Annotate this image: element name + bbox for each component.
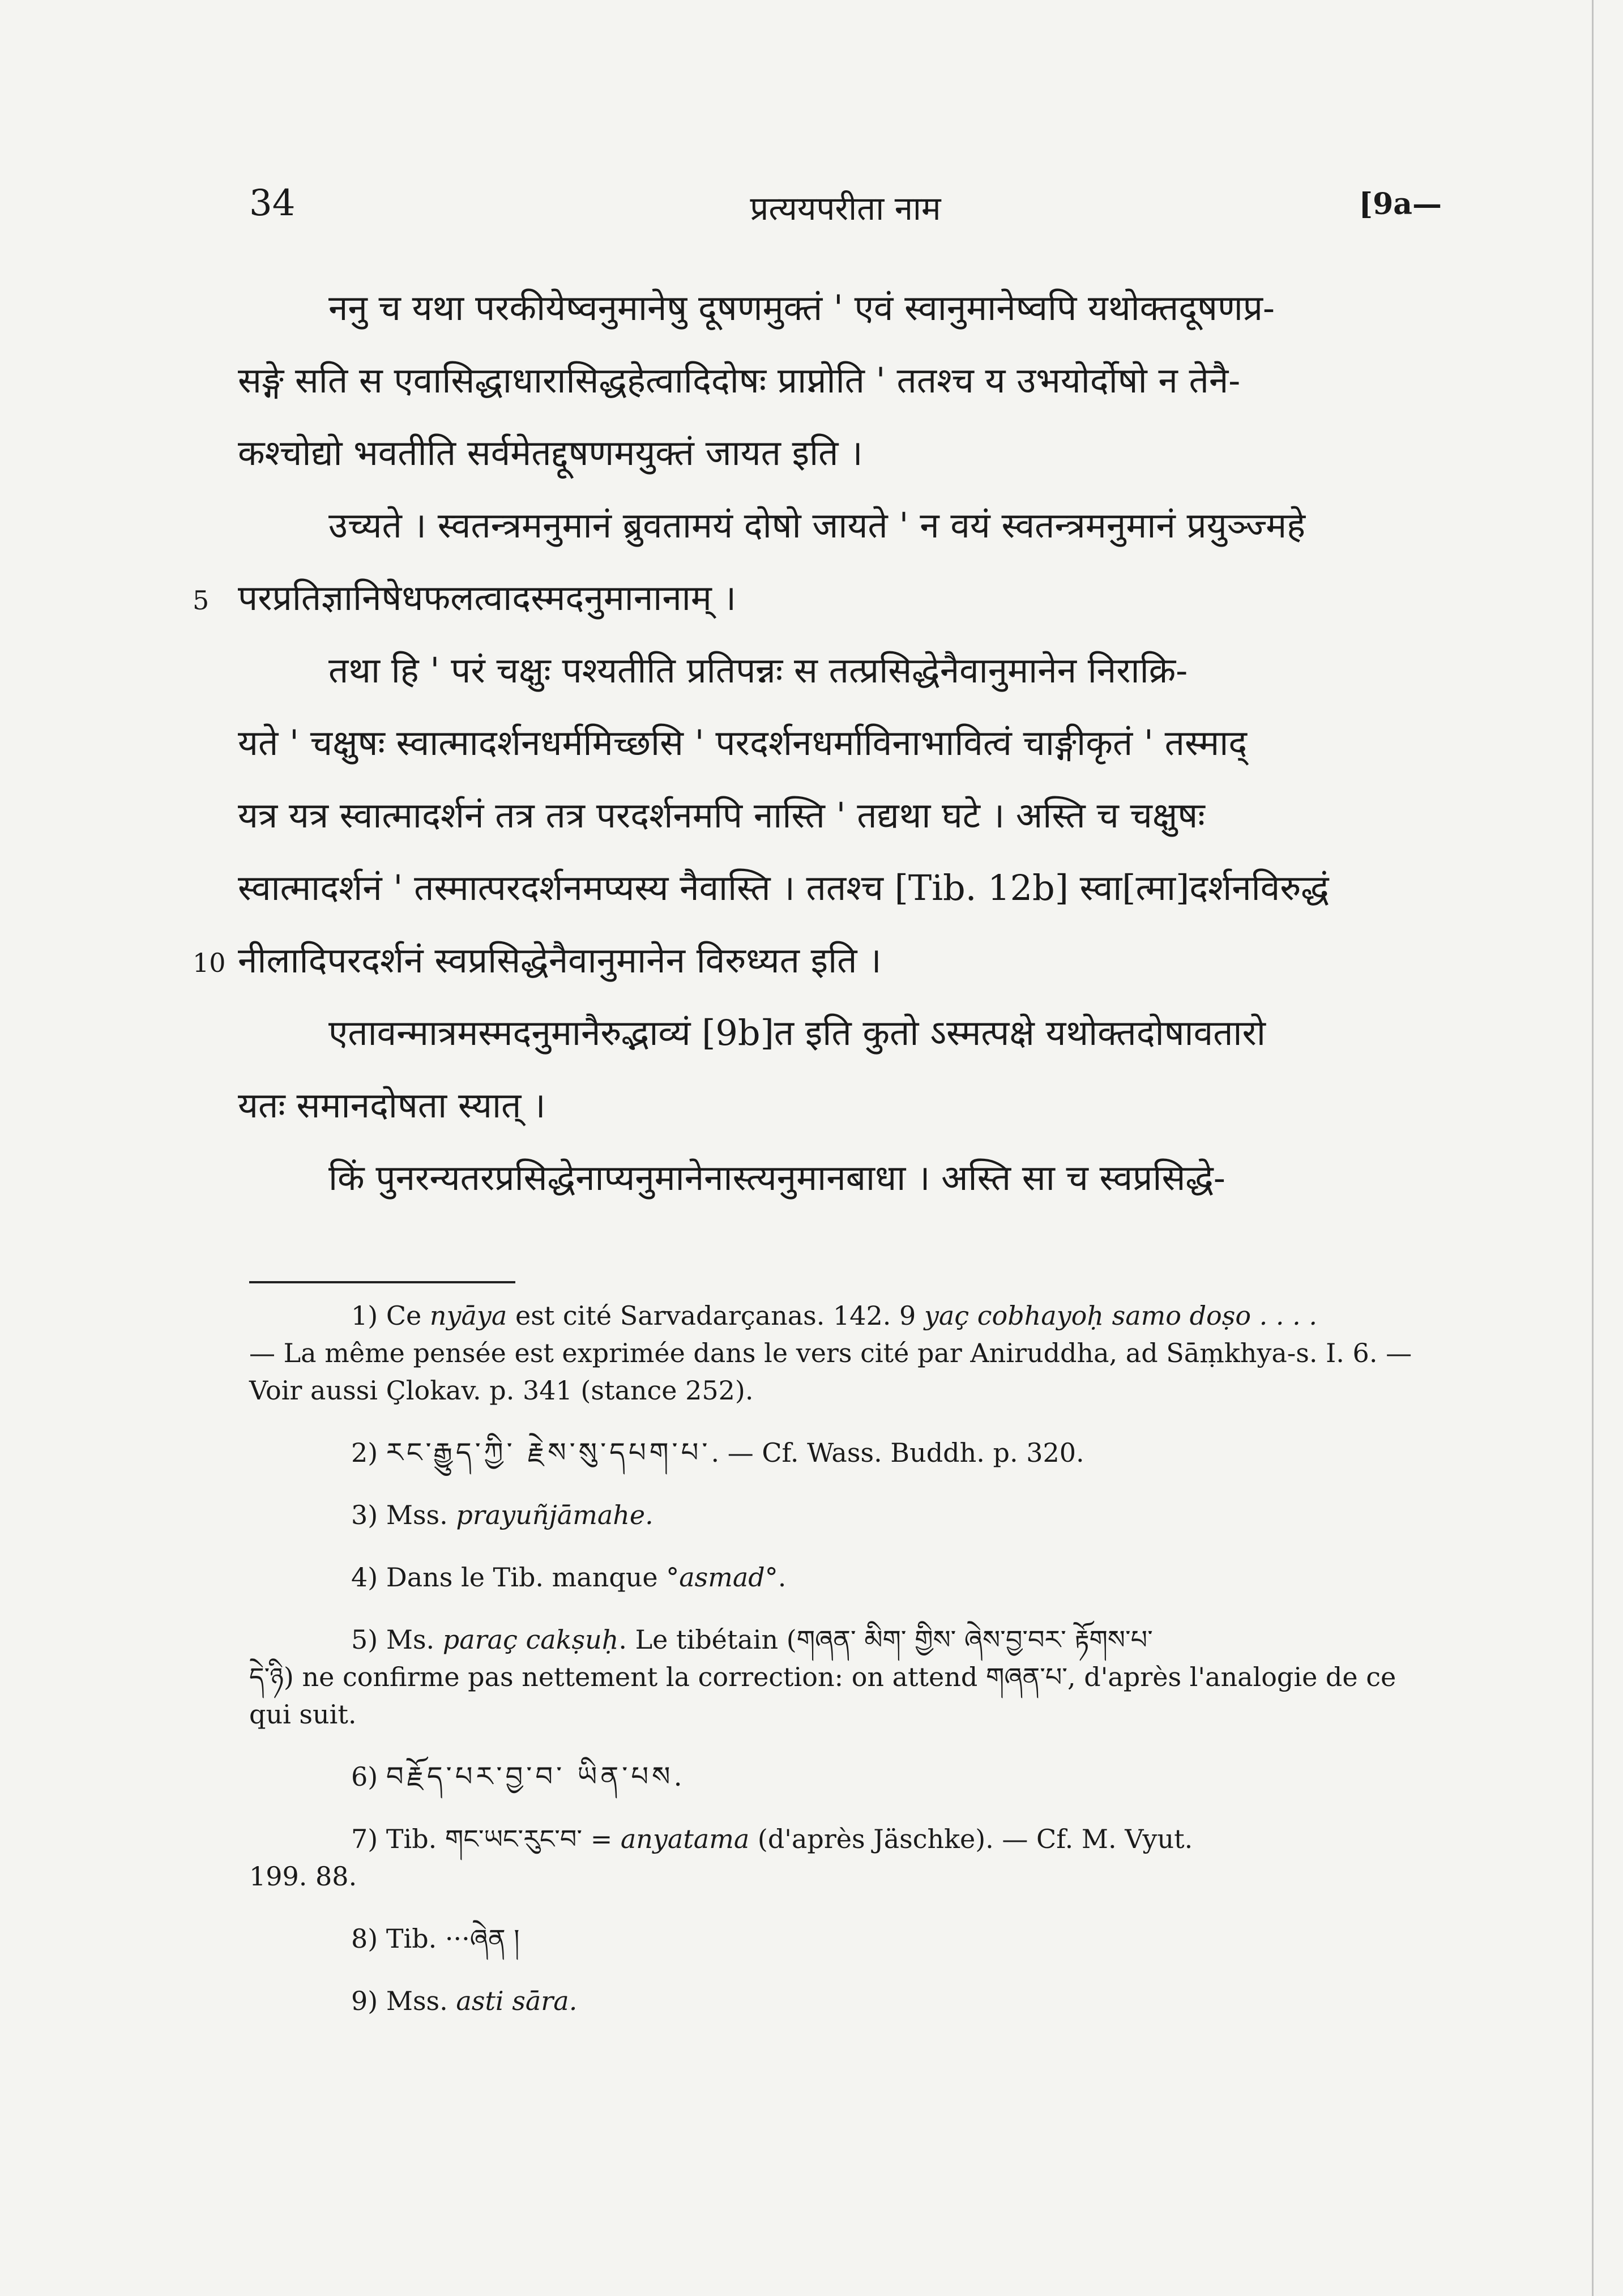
footnote <box>249 1820 1438 1895</box>
line-text: किं पुनरन्यतरप्रसिद्धेनाप्यनुमानेनास्त्यनुमानबाधा । अस्ति सा च स्वप्रसिद्धे- <box>328 1157 1225 1198</box>
footnote-text: °. <box>764 1562 787 1593</box>
footnote-text: Dans le Tib. manque ° <box>386 1562 680 1593</box>
sanskrit-main-text <box>193 272 1450 1214</box>
footnote-text: . Le tibétain (གཞན་ མིག་ གྱིས་ ཞེས་བྱ་བར་ རྟོགས་པ་ <box>618 1624 1153 1655</box>
italic-term: yaç cobhayoḥ samo doṣo . . . . <box>924 1300 1318 1331</box>
italic-term: asmad <box>679 1562 765 1593</box>
text-line <box>238 997 1450 1069</box>
text-line <box>238 272 1450 344</box>
footnote-number: 1) <box>351 1300 378 1331</box>
footnote-text: . — Cf. Wass. Buddh. p. 320. <box>711 1437 1084 1468</box>
page-header <box>249 182 1442 233</box>
line-text: तथा हि ' परं चक्षुः पश्यतीति प्रतिपन्नः स तत्प्रसिद्धेनैवानुमानेन निराक्रि- <box>328 650 1188 691</box>
text-line <box>238 489 1450 562</box>
running-title: प्रत्ययपरीता नाम <box>750 189 941 228</box>
footnote-text: Tib. གང་ཡང་རུང་བ་ = <box>386 1824 621 1854</box>
footnote <box>249 1559 1438 1596</box>
line-text: ननु च यथा परकीयेष्वनुमानेषु दूषणमुक्तं ' एवं स्वानुमानेष्वपि यथोक्तदूषणप्र- <box>328 287 1275 328</box>
footnote-number: 2) <box>351 1437 378 1468</box>
line-number: 10 <box>193 948 226 978</box>
footnote-number: 5) <box>351 1624 378 1655</box>
footnote-text: Ce <box>386 1300 430 1331</box>
text-line <box>238 779 1450 852</box>
footnote <box>249 1758 1438 1795</box>
line-text: एतावन्मात्रमस्मदनुमानैरुद्भाव्यं [9b]त इति कुतो ऽस्मत्पक्षे यथोक्तदोषावतारो <box>328 1012 1266 1053</box>
footnote <box>249 1982 1438 2020</box>
footnote-text: Mss. <box>386 1500 456 1530</box>
footnote <box>249 1434 1438 1471</box>
italic-term: asti sāra. <box>456 1986 578 2016</box>
footnote <box>249 1496 1438 1534</box>
footnote-number: 9) <box>351 1986 378 2016</box>
footnote-number: 7) <box>351 1824 378 1854</box>
line-text: यत्र यत्र स्वात्मादर्शनं तत्र तत्र परदर्शनमपि नास्ति ' तद्यथा घटे । अस्ति च चक्षुषः <box>238 795 1205 836</box>
folio-reference: [9a— <box>1359 187 1442 221</box>
footnote-text: Tib. ···ཞེན ། <box>386 1923 520 1954</box>
line-text: कश्चोद्यो भवतीति सर्वमेतद्दूषणमयुक्तं जायत इति । <box>238 432 863 473</box>
italic-term: nyāya <box>429 1300 507 1331</box>
line-text: यतः समानदोषता स्यात् । <box>238 1085 546 1126</box>
text-line <box>238 707 1450 779</box>
italic-term: paraç cakṣuḥ <box>442 1624 619 1655</box>
footnote-text: Mss. <box>386 1986 456 2016</box>
text-line <box>193 562 1450 634</box>
italic-term: anyatama <box>620 1824 750 1854</box>
text-line <box>238 344 1450 417</box>
line-text: उच्यते । स्वतन्त्रमनुमानं ब्रुवतामयं दोषो जायते ' न वयं स्वतन्त्रमनुमानं प्रयुञ्ज्महे <box>328 505 1306 546</box>
footnote-number: 3) <box>351 1500 378 1530</box>
text-line <box>238 417 1450 489</box>
tibetan-text: བརྗོད་པར་བྱ་བ་ ཡིན་པས. <box>386 1761 686 1793</box>
footnote-text: (d'après Jäschke). — Cf. M. Vyut. <box>749 1824 1193 1854</box>
italic-term: prayuñjāmahe. <box>456 1500 654 1530</box>
line-text: सङ्गे सति स एवासिद्धाधारासिद्धहेत्वादिदोषः प्राप्नोति ' ततश्च य उभयोर्दोषो न तेनै- <box>238 360 1241 401</box>
text-line <box>238 634 1450 707</box>
line-text: नीलादिपरदर्शनं स्वप्रसिद्धेनैवानुमानेन विरुध्यत इति । <box>238 940 882 981</box>
footnote-text: Ms. <box>386 1624 443 1655</box>
footnote-number: 8) <box>351 1923 378 1954</box>
footnote-text: est cité Sarvadarçanas. 142. 9 <box>507 1300 924 1331</box>
line-text: स्वात्मादर्शनं ' तस्मात्परदर्शनमप्यस्य नैवास्ति । ततश्च [Tib. 12b] स्वा[त्मा]दर्शनविरुद्धं <box>238 867 1329 908</box>
text-line <box>238 1142 1450 1214</box>
footnote-continuation: 199. 88. <box>249 1861 357 1892</box>
footnote-number: 4) <box>351 1562 378 1593</box>
text-line <box>238 1069 1450 1142</box>
page-edge-line <box>1592 0 1594 2296</box>
tibetan-text: རང་རྒྱུད་ཀྱི་ རྗེས་སུ་དཔག་པ་ <box>386 1437 711 1469</box>
footnote-continuation: དེ་ཉི) ne confirme pas nettement la correction: on attend གཞན་པ་, d'après l'analogie de ce qui suit. <box>249 1662 1396 1730</box>
page-number: 34 <box>249 182 296 224</box>
footnote-number: 6) <box>351 1761 378 1792</box>
line-text: परप्रतिज्ञानिषेधफलत्वादस्मदनुमानानाम् । <box>238 577 737 618</box>
footnote <box>249 1297 1438 1409</box>
footnotes-section <box>249 1297 1438 2045</box>
footnote-separator-rule <box>249 1281 515 1283</box>
footnote <box>249 1621 1438 1733</box>
line-text: यते ' चक्षुषः स्वात्मादर्शनधर्ममिच्छसि ' परदर्शनधर्माविनाभावित्वं चाङ्गीकृतं ' तस्माद् <box>238 722 1248 763</box>
footnote-continuation: — La même pensée est exprimée dans le vers cité par Aniruddha, ad Sāṃkhya-s. I. 6. — Voir aussi Çlokav. p. 341 (stance 252). <box>249 1338 1412 1406</box>
text-line <box>238 852 1450 924</box>
text-line <box>193 924 1450 997</box>
line-number: 5 <box>193 585 210 616</box>
footnote <box>249 1920 1438 1957</box>
